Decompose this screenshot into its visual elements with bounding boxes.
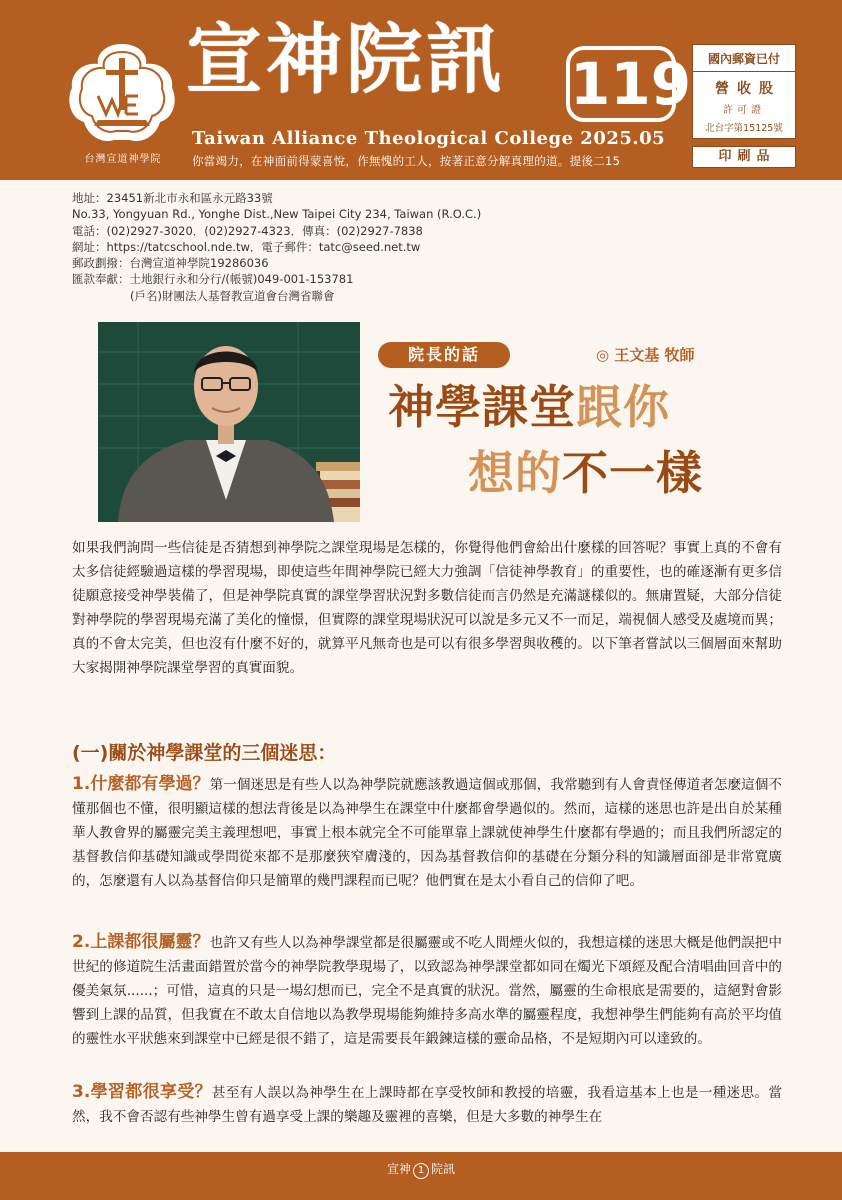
issue-number: 119 — [570, 50, 692, 118]
postage-line-2: 營收股 — [715, 81, 781, 97]
postage-paid-box — [692, 44, 796, 139]
page-number: 1 — [413, 1163, 429, 1179]
myth-paragraph-1 — [72, 772, 782, 893]
college-logo — [62, 40, 182, 150]
title-part-2: 跟你 — [576, 380, 670, 434]
bank-line: 匯款奉獻：土地銀行永和分行/(帳號)049-001-153781 — [72, 272, 354, 287]
web-line: 網址：https://tatcschool.nde.tw．電子郵件：tatc@seed.net.tw — [72, 239, 421, 254]
contact-block — [72, 190, 481, 304]
postage-line-3: 許可證 — [723, 105, 765, 116]
myth-text-1: 第一個迷思是有些人以為神學院就應該教過這個或那個，我常聽到有人會責怪傳道者怎麼這個不懂那個也不懂，很明顯這樣的想法背後是以為神學生在課堂中什麼都會學過似的。然而，這樣的迷思也許是出自於某種華人教會界的屬靈完美主義理想吧，事實上根本就完全不可能單靠上課就使神學生什麼都有學過的；而且我們所認定的基督教信仰基礎知識或學問從來都不是那麼狹窄膚淺的，因為基督教信仰的基礎在分類分科的知識層面卻是非常寬廣的，怎麼還有人以為基督信仰只是簡單的幾門課程而已呢？他們實在是太小看自己的信仰了吧。 — [72, 777, 782, 889]
postal-transfer-line: 郵政劃撥：台灣宣道神學院19286036 — [72, 256, 269, 271]
intro-paragraph: 如果我們詢問一些信徒是否猜想到神學院之課堂現場是怎樣的，你覺得他們會給出什麼樣的回答呢？事實上真的不會有太多信徒經驗過這樣的學習現場，即使這些年間神學院已經大力強調「信徒神學教育」的重要性，也的確逐漸有更多信徒願意接受神學裝備了，但是神學院真實的課堂學習狀況對多數信徒而言仍然是充滿謎樣似的。無庸置疑，大部分信徒對神學院的學習現場充滿了美化的憧憬，但實際的課堂現場狀況可以說是多元又不一而足，端視個人感受及處境而異；真的不會太完美，但也沒有什麼不好的，就算平凡無奇也是可以有很多學習與收穫的。以下筆者嘗試以三個層面來幫助大家揭開神學院課堂學習的真實面貌。 — [72, 540, 782, 676]
title-part-4: 不一樣 — [562, 446, 703, 500]
address-zh: 地址：23451新北市永和區永元路33號 — [72, 191, 273, 205]
address-en: No.33, Yongyuan Rd., Yonghe Dist.,New Taipei City 234, Taiwan (R.O.C.) — [72, 207, 482, 222]
logo-caption: 台灣宣道神學院 — [84, 154, 162, 165]
title-part-3: 想的 — [468, 446, 562, 500]
myth-heading-2: 2.上課都很屬靈？ — [72, 932, 210, 952]
myth-text-3: 甚至有人誤以為神學生在上課時都在享受牧師和教授的培靈，我看這基本上也是一種迷思。當然，我不會否認有些神學生曾有過享受上課的樂趣及靈裡的喜樂，但是大多數的神學生在 — [72, 1085, 782, 1125]
footer-right: 院訊 — [431, 1162, 456, 1176]
column-badge: 院長的話 — [378, 342, 510, 368]
print-material-label: 印刷品 — [692, 146, 796, 168]
masthead-title: 宣神院訊 — [186, 15, 506, 104]
section-heading: (一)關於神學課堂的三個迷思： — [72, 742, 337, 764]
myth-heading-3: 3.學習都很享受？ — [72, 1082, 212, 1102]
article-title-line-2 — [468, 446, 703, 500]
author-byline: ◎ 王文基 牧師 — [596, 346, 695, 364]
header-verse: 你當竭力，在神面前得蒙喜悅，作無愧的工人，按著正意分解真理的道。提後二15 — [192, 154, 621, 168]
college-name-en: Taiwan Alliance Theological College 2025.05 — [192, 128, 666, 149]
myth-paragraph-2 — [72, 930, 782, 1051]
account-name-line: (戶名)財團法人基督教宣道會台灣省聯會 — [130, 288, 335, 303]
issue-number-box — [566, 46, 692, 122]
footer-left: 宣神 — [386, 1162, 411, 1176]
phone-line: 電話：(02)2927-3020．(02)2927-4323．傳真：(02)2927-7838 — [72, 223, 423, 238]
footer-label — [0, 1160, 842, 1179]
postage-line-4: 北台字第15125號 — [705, 123, 783, 134]
myth-paragraph-3 — [72, 1080, 782, 1129]
myth-heading-1: 1.什麼都有學過？ — [72, 774, 210, 794]
title-part-1: 神學課堂 — [388, 380, 576, 434]
article-title-line-1 — [388, 380, 670, 434]
myth-text-2: 也許又有些人以為神學課堂都是很屬靈或不吃人間煙火似的，我想這樣的迷思大概是他們誤把中世紀的修道院生活畫面錯置於當今的神學院教學現場了，以致認為神學課堂都如同在燭光下頌經及配合清唱曲回音中的優美氣氛......；可惜，這真的只是一場幻想而已，完全不是真實的狀況。當然，屬靈的生命根底是需要的，這絕對會影響到上課的品質，但我實在不敢太自信地以為教學現場能夠維持多高水準的屬靈程度，我想神學生們能夠有高於平均值的靈性水平狀態來到課堂中已經是很不錯了，這是需要長年鍛鍊這樣的靈命品格，不是短期內可以達致的。 — [72, 935, 782, 1047]
postage-line-1: 國內郵資已付 — [693, 45, 795, 72]
author-photo — [98, 322, 360, 522]
